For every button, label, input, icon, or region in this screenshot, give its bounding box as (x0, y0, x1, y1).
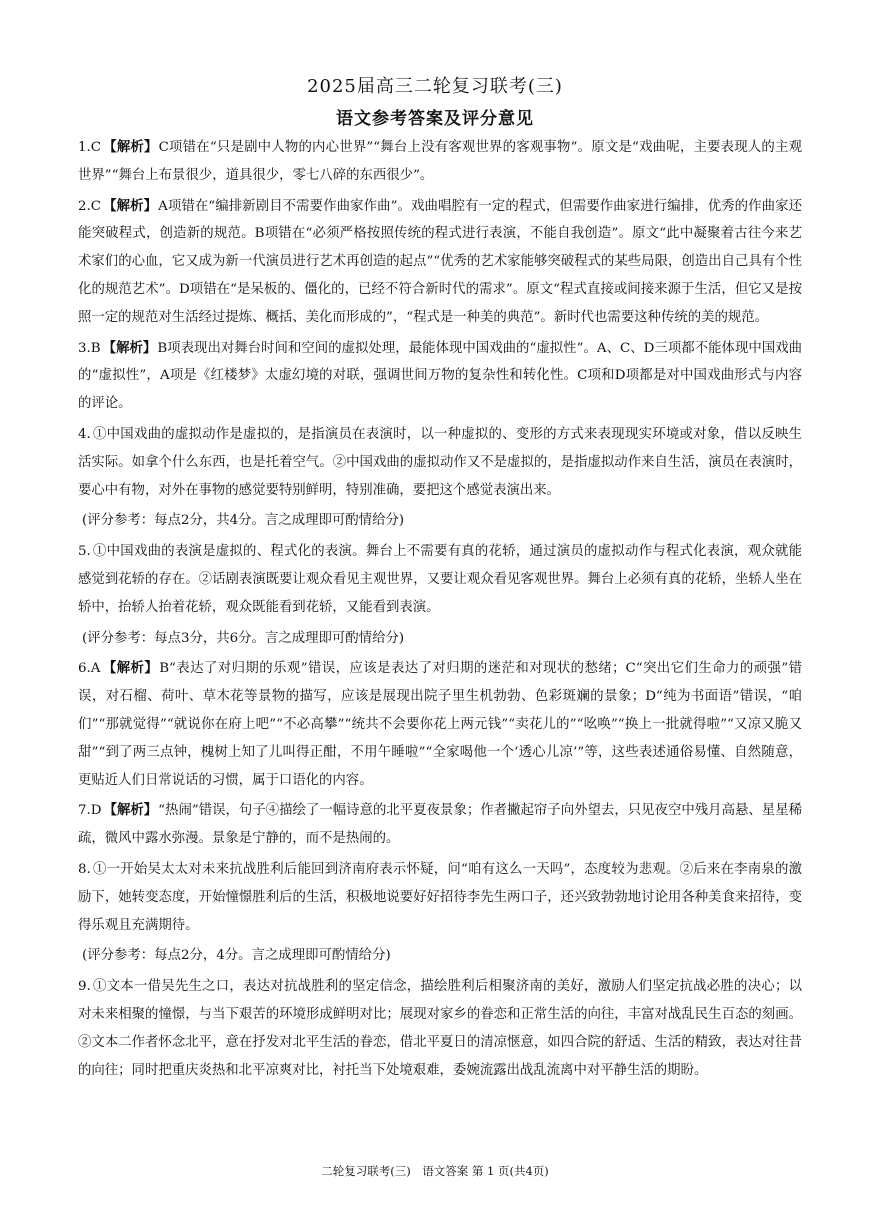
answer-number: 4. (78, 426, 91, 442)
answer-text: “热闹”错误，句子④描绘了一幅诗意的北平夏夜景象；作者撇起帘子向外望去，只见夜空中残月高悬、星星稀疏，微风中露水弥漫。景象是宁静的，而不是热闹的。 (78, 803, 802, 847)
answer-item-4 (78, 421, 802, 504)
answer-text: B“表达了对归期的乐观”错误，应该是表达了对归期的迷茫和对现状的愁绪；C“突出它们生命力的顽强”错误，对石榴、荷叶、草木花等景物的描写，应该是展现出院子里生机勃勃、色彩斑斓的景象；D“纯为书面语”错误，“咱们”“那就觉得”“就说你在府上吧”“不必高攀”“统共不会要你花上两元钱”“卖花儿的”“吆唤”“换上一批就得啦”“又凉又脆又甜”“到了两三点钟，槐树上知了儿叫得正酣，不用午睡啦”“全家喝他一个‘透心儿凉’”等，这些表述通俗易懂、自然随意，更贴近人们日常说话的习惯，属于口语化的内容。 (78, 661, 802, 788)
answer-item-2 (78, 193, 802, 332)
answer-item-5 (78, 538, 802, 621)
answer-number: 2.C (78, 198, 102, 214)
answer-number: 3.B (78, 340, 101, 356)
scoring-note-4: (评分参考：每点2分，共4分。言之成理即可酌情给分) (82, 513, 405, 529)
answer-text: A项错在“编排新剧目不需要作曲家作曲”。戏曲唱腔有一定的程式，但需要作曲家进行编排，优秀的作曲家还能突破程式，创造新的规范。B项错在“必须严格按照传统的程式进行表演，不能自我创造”。原文“此中凝聚着古往今来艺术家们的心血，它又成为新一代演员进行艺术再创造的起点”“优秀的艺术家能够突破程式的某些局限，创造出自己具有个性化的规范艺术”。D项错在“是呆板的、僵化的，已经不符合新时代的需求”。原文“程式直接或间接来源于生活，但它又是按照一定的规范对生活经过提炼、概括、美化而形成的”，“程式是一种美的典范”。新时代也需要这种传统的美的规范。 (78, 198, 803, 325)
scoring-note-8: (评分参考：每点2分，4分。言之成理即可酌情给分) (82, 948, 391, 964)
scoring-note-5: (评分参考：每点3分，共6分。言之成理即可酌情给分) (82, 630, 405, 646)
answer-text: ①文本一借吴先生之口，表达对抗战胜利的坚定信念，描绘胜利后相聚济南的美好，激励人们坚定抗战必胜的决心；以对未来相聚的憧憬，与当下艰苦的环境形成鲜明对比；展现对家乡的眷恋和正常生活的向往，丰富对战乱民生百态的刻画。②文本二作者怀念北平，意在抒发对北平生活的眷恋，借北平夏日的清凉惬意，如四合院的舒适、生活的精致，表达对往昔的向往；同时把重庆炎热和北平凉爽对比，衬托当下处境艰难，委婉流露出战乱流离中对平静生活的期盼。 (78, 979, 802, 1078)
analysis-tag: 【解析】 (103, 802, 158, 819)
answer-item-9 (78, 973, 802, 1084)
answer-text: ①中国戏曲的虚拟动作是虚拟的，是指演员在表演时，以一种虚拟的、变形的方式来表现现实环境或对象，借以反映生活实际。如拿个什么东西，也是托着空气。②中国戏曲的虚拟动作又不是虚拟的，是指虚拟动作来自生活，演员在表演时，要心中有物，对外在事物的感觉要特别鲜明，特别准确，要把这个感觉表演出来。 (78, 426, 802, 498)
analysis-tag: 【解析】 (103, 139, 158, 155)
answer-text: B项表现出对舞台时间和空间的虚拟处理，最能体现中国戏曲的“虚拟性”。A、C、D三项都不能体现中国戏曲的“虚拟性”，A项是《红楼梦》太虚幻境的对联，强调世间万物的复杂性和转化性。C项和D项都是对中国戏曲形式与内容的评论。 (78, 340, 803, 412)
analysis-tag: 【解析】 (102, 339, 157, 356)
answer-text: C项错在“只是剧中人物的内心世界”“舞台上没有客观世界的客观事物”。原文是“戏曲呢，主要表现人的主观世界”“舞台上布景很少，道具很少，零七八碎的东西很少”。 (78, 140, 802, 183)
answer-number: 7.D (78, 803, 102, 819)
analysis-tag: 【解析】 (103, 197, 158, 214)
answer-number: 1.C (78, 140, 102, 155)
answer-text: ①一开始吴太太对未来抗战胜利后能回到济南府表示怀疑，问“咱有这么一天吗”，态度较为悲观。②后来在李南泉的激励下，她转变态度，开始憧憬胜利后的生活，积极地说要好好招待李先生两口子，还兴致勃勃地讨论用各种美食来招待，变得乐观且充满期待。 (78, 861, 802, 933)
answer-number: 6.A (78, 661, 101, 677)
analysis-tag: 【解析】 (102, 660, 159, 677)
answer-item-1 (78, 134, 802, 190)
answer-item-7 (78, 797, 802, 853)
answer-item-8 (78, 856, 802, 939)
answer-body (78, 134, 802, 1087)
page-subtitle: 语文参考答案及评分意见 (336, 109, 534, 129)
answer-item-6 (78, 655, 802, 794)
answer-number: 8. (78, 861, 91, 877)
answer-text: ①中国戏曲的表演是虚拟的、程式化的表演。舞台上不需要有真的花轿，通过演员的虚拟动作与程式化表演，观众就能感觉到花轿的存在。②话剧表演既要让观众看见主观世界，又要让观众看见客观世界。舞台上必须有真的花轿，坐轿人坐在轿中，抬轿人抬着花轿，观众既能看到花轿，又能看到表演。 (78, 544, 802, 615)
page-title: 2025届高三二轮复习联考(三) (307, 76, 563, 97)
answer-number: 5. (78, 544, 91, 560)
answer-number: 9. (78, 979, 91, 995)
page-footer: 二轮复习联考(三) 语文答案 第 1 页(共4页) (321, 1164, 549, 1178)
answer-item-3 (78, 335, 802, 418)
